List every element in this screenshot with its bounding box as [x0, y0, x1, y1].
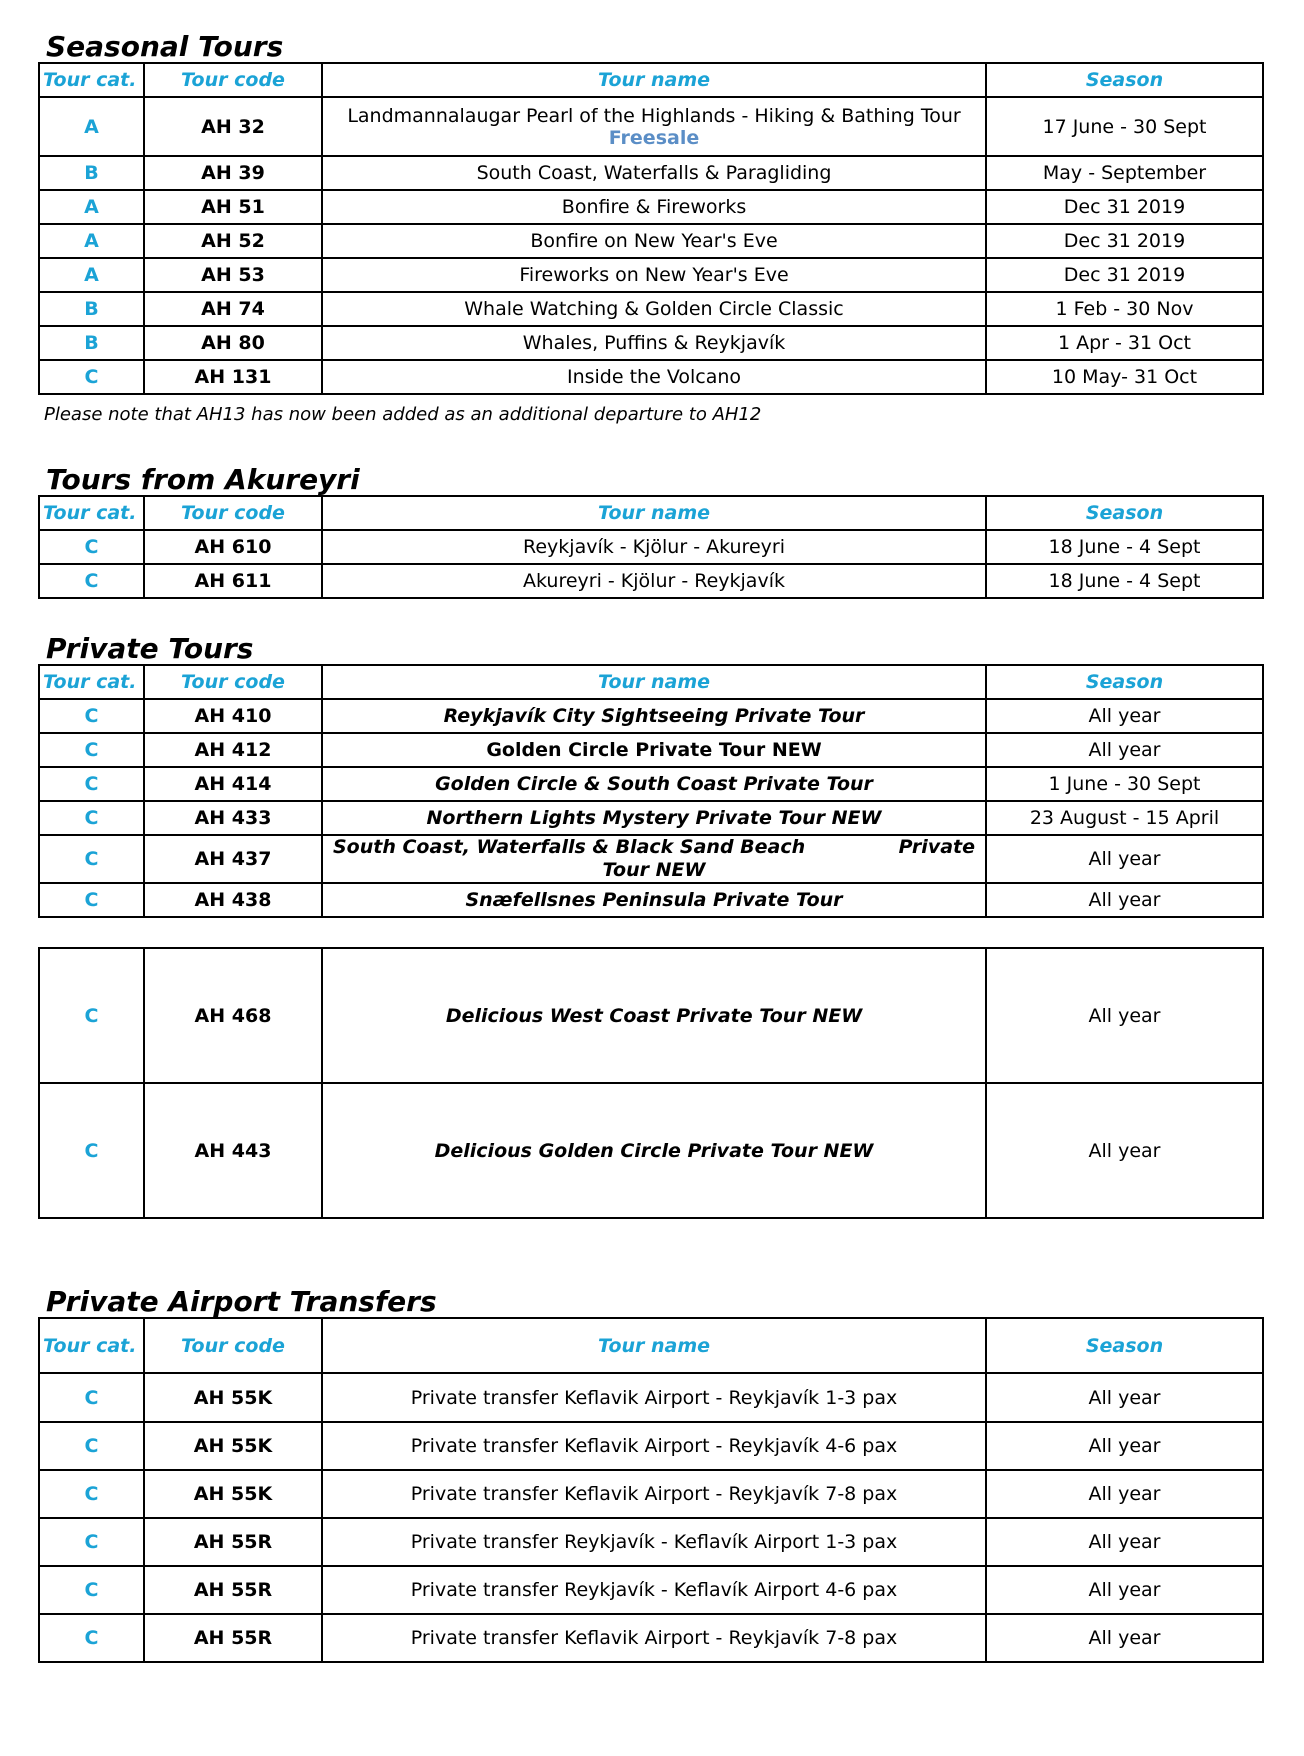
tour-cat: B [39, 292, 144, 326]
tour-season: All year [986, 1083, 1263, 1218]
table-row [39, 190, 1263, 224]
tour-code: AH 443 [144, 1083, 322, 1218]
tour-cat: C [39, 1518, 144, 1566]
tour-name: Private transfer Keflavik Airport - Reykjavík 1-3 pax [322, 1373, 986, 1422]
tour-name: Landmannalaugar Pearl of the Highlands - Hiking & Bathing Tour [347, 104, 961, 127]
header-tour-name: Tour name [322, 665, 986, 699]
tour-cat: A [39, 224, 144, 258]
tour-code: AH 53 [144, 258, 322, 292]
tour-season: 17 June - 30 Sept [986, 97, 1263, 156]
tour-cat: A [39, 190, 144, 224]
tour-cat: C [39, 767, 144, 801]
header-tour-code: Tour code [144, 665, 322, 699]
tour-name: Golden Circle & South Coast Private Tour [322, 767, 986, 801]
table-row [39, 292, 1263, 326]
tour-name-part-c: Tour NEW [602, 859, 706, 881]
tour-cat: C [39, 835, 144, 883]
seasonal-note: Please note that AH13 has now been added as an additional departure to AH12 [44, 404, 762, 425]
header-tour-name: Tour name [322, 63, 986, 97]
header-tour-code: Tour code [144, 63, 322, 97]
tour-code: AH 468 [144, 948, 322, 1083]
tour-name: Private transfer Reykjavík - Keflavík Airport 4-6 pax [322, 1566, 986, 1614]
tour-code: AH 51 [144, 190, 322, 224]
private-tours-table [38, 664, 1264, 918]
tour-code: AH 131 [144, 360, 322, 394]
akureyri-tours-table [38, 495, 1264, 599]
tour-code: AH 410 [144, 699, 322, 733]
tour-cat: C [39, 360, 144, 394]
header-tour-name: Tour name [322, 1318, 986, 1373]
tour-name: Reykjavík City Sightseeing Private Tour [322, 699, 986, 733]
table-row [39, 97, 1263, 156]
tour-cat: C [39, 801, 144, 835]
header-tour-cat: Tour cat. [39, 1318, 144, 1373]
tour-season: 18 June - 4 Sept [986, 564, 1263, 598]
table-row [39, 1518, 1263, 1566]
header-season: Season [986, 63, 1263, 97]
header-season: Season [986, 665, 1263, 699]
tour-code: AH 52 [144, 224, 322, 258]
tour-cat: C [39, 1566, 144, 1614]
private-tours-title: Private Tours [46, 632, 254, 665]
table-header-row [39, 1318, 1263, 1373]
tour-cat: C [39, 883, 144, 917]
tour-cat: B [39, 156, 144, 190]
table-row [39, 835, 1263, 883]
airport-transfers-table [38, 1317, 1264, 1663]
table-row [39, 883, 1263, 917]
table-header-row [39, 665, 1263, 699]
tour-season: All year [986, 733, 1263, 767]
akureyri-tours-title: Tours from Akureyri [46, 463, 360, 496]
tour-cat: B [39, 326, 144, 360]
tour-season: Dec 31 2019 [986, 258, 1263, 292]
tour-season: All year [986, 1373, 1263, 1422]
tour-code: AH 80 [144, 326, 322, 360]
tour-season: All year [986, 699, 1263, 733]
tour-season: All year [986, 1566, 1263, 1614]
tour-name: South Coast, Waterfalls & Paragliding [322, 156, 986, 190]
table-header-row [39, 496, 1263, 530]
tour-name: Private transfer Reykjavík - Keflavík Airport 1-3 pax [322, 1518, 986, 1566]
tour-season: Dec 31 2019 [986, 224, 1263, 258]
tour-name-line-1 [327, 836, 981, 859]
table-row [39, 733, 1263, 767]
tour-season: All year [986, 1614, 1263, 1662]
table-row [39, 1373, 1263, 1422]
tour-code: AH 55R [144, 1518, 322, 1566]
seasonal-tours-title: Seasonal Tours [46, 30, 284, 63]
tour-season: All year [986, 1518, 1263, 1566]
tour-code: AH 55K [144, 1373, 322, 1422]
tour-cat: C [39, 1083, 144, 1218]
table-row [39, 326, 1263, 360]
tour-season: All year [986, 1422, 1263, 1470]
tour-name-cell [322, 835, 986, 883]
tour-code: AH 414 [144, 767, 322, 801]
table-row [39, 530, 1263, 564]
tour-cat: C [39, 1614, 144, 1662]
table-header-row [39, 63, 1263, 97]
tour-name: Delicious Golden Circle Private Tour NEW [322, 1083, 986, 1218]
table-row [39, 1422, 1263, 1470]
tour-code: AH 74 [144, 292, 322, 326]
tour-season: 23 August - 15 April [986, 801, 1263, 835]
table-row [39, 1470, 1263, 1518]
tour-cat: C [39, 948, 144, 1083]
tour-cat: A [39, 97, 144, 156]
table-row [39, 699, 1263, 733]
table-row [39, 801, 1263, 835]
tour-code: AH 55K [144, 1422, 322, 1470]
tour-season: All year [986, 948, 1263, 1083]
tour-name: Private transfer Keflavik Airport - Reykjavík 7-8 pax [322, 1614, 986, 1662]
table-row [39, 360, 1263, 394]
table-row [39, 1614, 1263, 1662]
tour-code: AH 412 [144, 733, 322, 767]
tour-season: May - September [986, 156, 1263, 190]
tour-season: All year [986, 883, 1263, 917]
tour-name: Reykjavík - Kjölur - Akureyri [322, 530, 986, 564]
tour-name: Snæfellsnes Peninsula Private Tour [322, 883, 986, 917]
tour-code: AH 39 [144, 156, 322, 190]
tour-cat: C [39, 1422, 144, 1470]
tour-season: All year [986, 835, 1263, 883]
tour-code: AH 611 [144, 564, 322, 598]
tour-name: Delicious West Coast Private Tour NEW [322, 948, 986, 1083]
tour-name: Bonfire on New Year's Eve [322, 224, 986, 258]
header-season: Season [986, 496, 1263, 530]
table-row [39, 948, 1263, 1083]
tour-code: AH 438 [144, 883, 322, 917]
tour-cat: C [39, 1373, 144, 1422]
tour-name-cell [322, 97, 986, 156]
tour-season: 1 Feb - 30 Nov [986, 292, 1263, 326]
tour-name: Private transfer Keflavik Airport - Reykjavík 7-8 pax [322, 1470, 986, 1518]
header-tour-cat: Tour cat. [39, 496, 144, 530]
tour-season: 18 June - 4 Sept [986, 530, 1263, 564]
tour-cat: A [39, 258, 144, 292]
tour-cat: C [39, 530, 144, 564]
tour-name: Whale Watching & Golden Circle Classic [322, 292, 986, 326]
table-row [39, 1566, 1263, 1614]
header-tour-code: Tour code [144, 1318, 322, 1373]
tour-name: Northern Lights Mystery Private Tour NEW [322, 801, 986, 835]
tour-cat: C [39, 564, 144, 598]
tour-code: AH 55R [144, 1614, 322, 1662]
tour-name: Fireworks on New Year's Eve [322, 258, 986, 292]
tour-code: AH 437 [144, 835, 322, 883]
seasonal-tours-table [38, 62, 1264, 395]
tour-code: AH 55R [144, 1566, 322, 1614]
tour-name [327, 836, 981, 882]
table-row [39, 258, 1263, 292]
tour-name: Private transfer Keflavik Airport - Reykjavík 4-6 pax [322, 1422, 986, 1470]
tour-name: Bonfire & Fireworks [322, 190, 986, 224]
header-tour-name: Tour name [322, 496, 986, 530]
table-row [39, 1083, 1263, 1218]
tour-name: Akureyri - Kjölur - Reykjavík [322, 564, 986, 598]
tour-name-part-a: South Coast, Waterfalls & Black Sand Beach [333, 836, 806, 859]
header-tour-cat: Tour cat. [39, 665, 144, 699]
tour-season: 1 June - 30 Sept [986, 767, 1263, 801]
tour-code: AH 55K [144, 1470, 322, 1518]
tour-season: Dec 31 2019 [986, 190, 1263, 224]
delicious-tours-table [38, 947, 1264, 1219]
table-row [39, 156, 1263, 190]
tour-code: AH 610 [144, 530, 322, 564]
table-row [39, 564, 1263, 598]
table-row [39, 767, 1263, 801]
tour-season: 1 Apr - 31 Oct [986, 326, 1263, 360]
table-row [39, 224, 1263, 258]
header-tour-code: Tour code [144, 496, 322, 530]
tour-code: AH 32 [144, 97, 322, 156]
tour-name-part-b: Private [898, 836, 975, 859]
tour-season: All year [986, 1470, 1263, 1518]
header-season: Season [986, 1318, 1263, 1373]
tour-code: AH 433 [144, 801, 322, 835]
airport-transfers-title: Private Airport Transfers [46, 1285, 437, 1318]
tour-season: 10 May- 31 Oct [986, 360, 1263, 394]
tour-cat: C [39, 1470, 144, 1518]
tour-name: Whales, Puffins & Reykjavík [322, 326, 986, 360]
header-tour-cat: Tour cat. [39, 63, 144, 97]
tour-name: Inside the Volcano [322, 360, 986, 394]
tour-name: Golden Circle Private Tour NEW [322, 733, 986, 767]
tour-cat: C [39, 733, 144, 767]
tour-cat: C [39, 699, 144, 733]
freesale-tag: Freesale [608, 126, 700, 149]
